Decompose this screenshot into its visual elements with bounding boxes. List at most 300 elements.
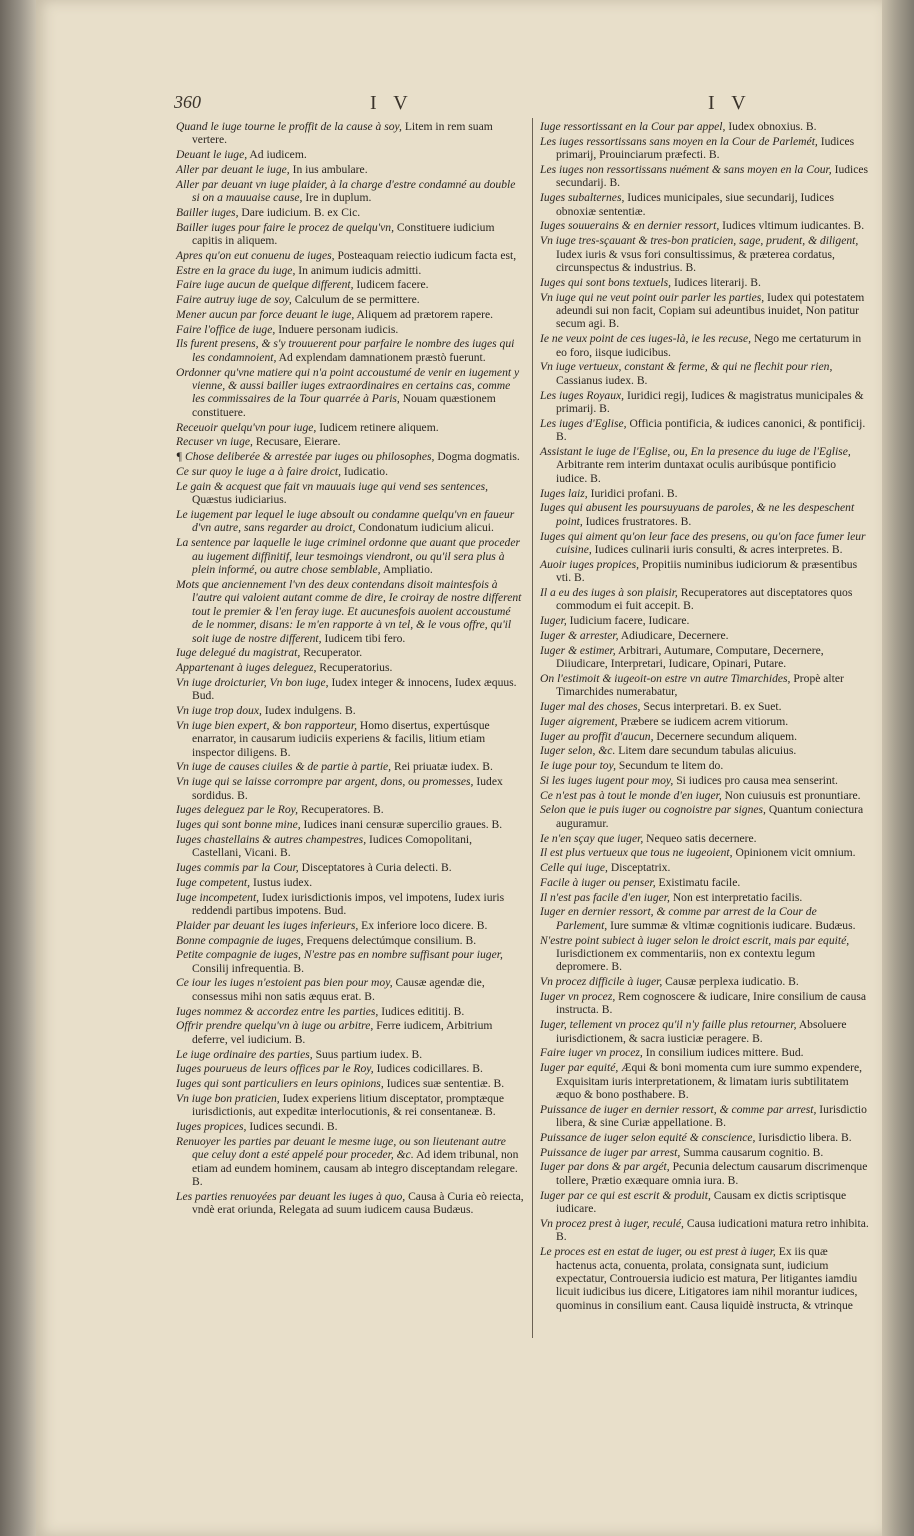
entry-french-phrase: Plaider par deuant les iuges inferieurs, xyxy=(176,918,359,932)
entry-french-phrase: Iuge competent, xyxy=(176,875,251,889)
entry-latin-translation: Rei priuatæ iudex. B. xyxy=(394,760,493,774)
dictionary-entry xyxy=(540,803,870,830)
dictionary-entry xyxy=(540,629,870,642)
dictionary-entry xyxy=(176,206,524,219)
dictionary-entry xyxy=(540,990,870,1017)
dictionary-entry xyxy=(540,276,870,289)
dictionary-entry xyxy=(540,191,870,218)
dictionary-entry xyxy=(540,789,870,802)
dictionary-entry xyxy=(176,1120,524,1133)
entry-latin-translation: In ius ambulare. xyxy=(292,162,368,176)
entry-latin-translation: Iudex sordidus. B. xyxy=(192,775,503,802)
entry-french-phrase: Iuges qui sont bonne mine, xyxy=(176,818,301,832)
entry-french-phrase: Iuges pourueus de leurs offices par le Roy, xyxy=(176,1062,374,1076)
entry-french-phrase: Deuant le iuge, xyxy=(176,148,248,162)
entry-latin-translation: Condonatum iudicium alicui. xyxy=(358,521,494,535)
entry-french-phrase: Iuger aigrement, xyxy=(540,714,618,728)
dictionary-entry xyxy=(540,487,870,500)
dictionary-entry xyxy=(540,614,870,627)
entry-french-phrase: Iuger mal des choses, xyxy=(540,700,641,714)
entry-latin-translation: Disceptatores à Curia delecti. B. xyxy=(301,861,452,875)
dictionary-entry xyxy=(176,891,524,918)
entry-latin-translation: Iudices Comopolitani, Castellani, Vicani. B. xyxy=(192,832,473,860)
entry-french-phrase: Vn iuge trop doux, xyxy=(176,704,262,717)
entry-french-phrase: Iuge delegué du magistrat, xyxy=(176,646,301,660)
entry-latin-translation: Iudicem facere. xyxy=(356,278,429,292)
entry-latin-translation: Nouam quæstionem constituere. xyxy=(192,392,496,419)
entry-french-phrase: Puissance de iuger selon equité & conscience, xyxy=(540,1130,756,1144)
entry-latin-translation: In animum iudicis admitti. xyxy=(298,263,422,277)
page-header xyxy=(174,92,874,118)
entry-french-phrase: Il est plus vertueux que tous ne iugeoient, xyxy=(540,846,733,860)
dictionary-entry xyxy=(540,1189,870,1216)
entry-french-phrase: Iuger vn procez, xyxy=(540,989,616,1003)
entry-latin-translation: Iudices municipales, siue secundarij, Iudices obnoxiæ sententiæ. xyxy=(556,191,834,218)
entry-french-phrase: Le iuge ordinaire des parties, xyxy=(176,1047,313,1061)
entry-latin-translation: Iudicatio. xyxy=(343,464,388,478)
dictionary-entry xyxy=(176,1077,524,1090)
entry-latin-translation: Si iudices pro causa mea senserint. xyxy=(676,773,838,787)
entry-french-phrase: Petite compagnie de iuges, N'estre pas en nombre suffisant pour iuger, xyxy=(176,948,503,962)
dictionary-entry xyxy=(540,219,870,232)
dictionary-entry xyxy=(176,120,524,147)
dictionary-entry xyxy=(540,389,870,416)
entry-latin-translation: Absoluere iurisdictionem, & sacra iusticiæ peragere. B. xyxy=(556,1018,847,1045)
entry-latin-translation: Cassianus iudex. B. xyxy=(556,373,648,387)
entry-french-phrase: Iuges qui abusent les poursuyuans de paroles, & ne les despeschent point, xyxy=(540,501,855,528)
dictionary-entry xyxy=(540,1146,870,1159)
entry-latin-translation: Recuperatores. B. xyxy=(300,803,384,817)
entry-latin-translation: Iudicem tibi fero. xyxy=(324,631,406,645)
entry-french-phrase: Les parties renuoyées par deuant les iuges à quo, xyxy=(176,1189,406,1203)
entry-latin-translation: Recuperatorius. xyxy=(319,661,393,675)
dictionary-entry xyxy=(540,832,870,845)
entry-french-phrase: Iuges laiz, xyxy=(540,486,588,500)
entry-french-phrase: Le gain & acquest que fait vn mauuais iuge qui vend ses sentences, xyxy=(176,479,489,493)
entry-french-phrase: Iuges qui sont bons textuels, xyxy=(540,275,672,289)
dictionary-entry xyxy=(176,719,524,759)
dictionary-entry xyxy=(176,1005,524,1018)
entry-french-phrase: Vn iuge qui se laisse corrompre par argent, dons, ou promesses, xyxy=(176,775,474,789)
entry-french-phrase: Auoir iuges propices, xyxy=(540,557,640,571)
entry-french-phrase: Vn iuge tres-sçauant & tres-bon praticien, sage, prudent, & diligent, xyxy=(540,234,859,248)
entry-french-phrase: Bonne compagnie de iuges, xyxy=(176,933,304,947)
entry-french-phrase: Quand le iuge tourne le proffit de la cause à soy, xyxy=(176,120,402,133)
entry-latin-translation: Causæ agendæ die, consessus mihi non satis æquus erat. B. xyxy=(192,976,485,1003)
entry-french-phrase: Iuger par ce qui est escrit & produit, xyxy=(540,1188,711,1202)
entry-french-phrase: Il n'est pas facile d'en iuger, xyxy=(540,890,670,904)
entry-latin-translation: Propè alter Timarchides numerabatur, xyxy=(556,671,844,699)
entry-french-phrase: Iuger, xyxy=(540,614,567,628)
dictionary-entry xyxy=(540,759,870,772)
entry-french-phrase: Les iuges ressortissans sans moyen en la Cour de Parlemét, xyxy=(540,134,818,148)
dictionary-entry xyxy=(540,846,870,859)
dictionary-entry xyxy=(540,891,870,904)
entry-french-phrase: N'estre point subiect à iuger selon le droict escrit, mais par equité, xyxy=(540,933,850,947)
entry-french-phrase: Renuoyer les parties par deuant le mesme iuge, ou son lieutenant autre que celuy dont a esté appelé pour proceder, &c. xyxy=(176,1134,506,1162)
entry-latin-translation: Iudicium facere, Iudicare. xyxy=(569,614,690,628)
entry-latin-translation: Ex inferiore loco dicere. B. xyxy=(361,918,488,932)
dictionary-entry xyxy=(176,876,524,889)
entry-french-phrase: Bailler iuges pour faire le procez de quelqu'vn, xyxy=(176,220,394,234)
entry-french-phrase: Iuges subalternes, xyxy=(540,191,625,205)
dictionary-entry xyxy=(176,337,524,364)
entry-latin-translation: Iudices edititij. B. xyxy=(381,1004,465,1018)
entry-french-phrase: Les iuges Royaux, xyxy=(540,388,625,402)
entry-french-phrase: Vn procez prest à iuger, reculé, xyxy=(540,1216,684,1230)
dictionary-entry xyxy=(540,905,870,932)
entry-latin-translation: Iure summæ & vltimæ cognitionis iudicare. Budæus. xyxy=(610,918,856,932)
entry-french-phrase: Les iuges d'Eglise, xyxy=(540,416,627,430)
entry-latin-translation: Dare iudicium. B. ex Cic. xyxy=(241,205,361,219)
entry-latin-translation: Aliquem ad prætorem rapere. xyxy=(356,307,494,321)
entry-french-phrase: Ils furent presens, & s'y trouuerent pour parfaire le nombre des iuges qui les condamnoient, xyxy=(176,337,515,364)
entry-latin-translation: Consilij infrequentia. B. xyxy=(192,961,305,975)
dictionary-entry xyxy=(176,661,524,674)
entry-latin-translation: Iudices frustratores. B. xyxy=(585,514,692,528)
entry-latin-translation: Iurisdictionem ex commentariis, non ex contextu legum depromere. B. xyxy=(556,946,816,974)
entry-latin-translation: Recuperator. xyxy=(303,646,363,660)
entry-french-phrase: Les iuges non ressortissans nuément & sans moyen en la Cour, xyxy=(540,162,832,176)
entry-french-phrase: Iuges qui aiment qu'on leur face des presens, ou qu'on face fumer leur cuisine, xyxy=(540,529,866,557)
entry-latin-translation: Secundum te litem do. xyxy=(618,759,724,773)
dictionary-entry xyxy=(540,934,870,974)
entry-latin-translation: Homo disertus, expertúsque enarrator, in causarum iudiciis experiens & facilis, litium etiam inspector diligens. B. xyxy=(192,718,490,759)
dictionary-entry xyxy=(176,919,524,932)
page-number: 360 xyxy=(174,92,201,112)
entry-latin-translation: Ad iudicem. xyxy=(249,148,307,162)
entry-french-phrase: Iuger, tellement vn procez qu'il n'y faille plus retourner, xyxy=(540,1018,797,1032)
entry-latin-translation: Æqui & boni momenta cum iure summo expendere, Exquisitam iuris interpretationem, & limatam iuris subtilitatem æquo & bono posthabere. B. xyxy=(556,1061,862,1101)
entry-latin-translation: Existimatu facile. xyxy=(658,875,741,889)
entry-latin-translation: Arbitrari, Autumare, Computare, Decernere, Diiudicare, Interpretari, Iudicare, Opinari, Putare. xyxy=(556,643,824,671)
entry-latin-translation: Officia pontificia, & iudices canonici, & pontificij. B. xyxy=(556,416,866,444)
right-column xyxy=(540,120,870,1314)
dictionary-entry xyxy=(176,1062,524,1075)
dictionary-entry xyxy=(540,876,870,889)
entry-french-phrase: Iuges qui sont particuliers en leurs opinions, xyxy=(176,1077,384,1091)
dictionary-entry xyxy=(540,501,870,528)
entry-french-phrase: Si les iuges iugent pour moy, xyxy=(540,773,674,787)
page-edge xyxy=(882,0,914,1536)
entry-latin-translation: Iudices culinarii iuris consulti, & acres interpretes. B. xyxy=(594,543,843,557)
entry-french-phrase: Iuges chastellains & autres champestres, xyxy=(176,832,367,846)
entry-french-phrase: Puissance de iuger par arrest, xyxy=(540,1145,681,1159)
entry-latin-translation: Iustus iudex. xyxy=(252,875,313,889)
entry-latin-translation: Quantum coniectura auguramur. xyxy=(556,803,864,830)
dictionary-entry xyxy=(176,948,524,975)
dictionary-entry xyxy=(540,417,870,444)
dictionary-entry xyxy=(176,293,524,306)
dictionary-entry xyxy=(540,744,870,757)
entry-latin-translation: Iudex iuris & vsus fori consultissimus, & præterea cordatus, circunspectus & industrius. B. xyxy=(556,247,835,275)
entry-french-phrase: Faire autruy iuge de soy, xyxy=(176,293,292,307)
dictionary-entry xyxy=(176,976,524,1003)
dictionary-entry xyxy=(176,249,524,262)
entry-latin-translation: Iudices secundi. B. xyxy=(249,1120,338,1134)
entry-latin-translation: Recuperatores aut disceptatores quos commodum ei fuit accepit. B. xyxy=(556,586,853,613)
dictionary-entry xyxy=(176,366,524,420)
entry-french-phrase: Iuge incompetent, xyxy=(176,890,260,904)
entry-latin-translation: Dogma dogmatis. xyxy=(437,450,520,464)
dictionary-entry xyxy=(540,530,870,557)
entry-latin-translation: Litem dare secundum tabulas alicuius. xyxy=(618,744,797,758)
entry-latin-translation: Suus partium iudex. B. xyxy=(315,1047,423,1061)
dictionary-entry xyxy=(176,148,524,161)
entry-french-phrase: Vn iuge bon praticien, xyxy=(176,1091,280,1105)
entry-latin-translation: Opinionem vicit omnium. xyxy=(735,846,856,860)
entry-latin-translation: Non cuiusuis est pronuntiare. xyxy=(724,788,861,802)
entry-french-phrase: Mots que anciennement l'vn des deux contendans disoit maintesfois à l'autre qui valoient autant comme de dire, Ie croiray de nostre different tout le premier & l'en feray iuge. Et aucunesfois auoient accoustumé de le nommer, disans: Ie m'en rapporte à vn tel, & le vous offre, qu'il soit iuge de nostre different, xyxy=(176,577,522,645)
entry-latin-translation: Iudex experiens litium disceptator, promptæque iurisdictionis, aut expeditæ interlocutionis, & rei consentaneæ. B. xyxy=(192,1091,504,1119)
dictionary-entry xyxy=(176,178,524,205)
entry-latin-translation: Iurisdictio libera. B. xyxy=(758,1130,852,1144)
dictionary-entry xyxy=(540,715,870,728)
entry-latin-translation: Causa iudicationi matura retro inhibita. B. xyxy=(556,1216,869,1244)
entry-french-phrase: Iuger & arrester, xyxy=(540,628,619,642)
entry-french-phrase: Le proces est en estat de iuger, ou est prest à iuger, xyxy=(540,1245,776,1259)
entry-latin-translation: Iudices inani censuræ supercilio graues. B. xyxy=(303,818,503,832)
entry-latin-translation: Nego me certaturum in eo foro, iisque iudicibus. xyxy=(556,332,862,359)
entry-french-phrase: Le iugement par lequel le iuge absoult ou condamne quelqu'vn en faueur d'vn autre, sans regarder au droict, xyxy=(176,507,515,535)
entry-latin-translation: Iudices secundarij. B. xyxy=(556,162,869,190)
entry-french-phrase: Ce iour les iuges n'estoient pas bien pour moy, xyxy=(176,976,393,990)
entry-latin-translation: Ire in duplum. xyxy=(305,191,372,205)
entry-latin-translation: Constituere iudicium capitis in aliquem. xyxy=(192,220,495,248)
entry-latin-translation: In consilium iudices mittere. Bud. xyxy=(645,1046,804,1060)
dictionary-entry xyxy=(540,730,870,743)
entry-latin-translation: Decernere secundum aliquem. xyxy=(656,729,798,743)
dictionary-entry xyxy=(176,578,524,645)
entry-latin-translation: Ad idem tribunal, non etiam ad eundem hominem, causam ab integro disceptandam relegare. B. xyxy=(192,1148,519,1189)
entry-latin-translation: Iurisdictio libera, & sine Curiæ appellatione. B. xyxy=(556,1102,867,1130)
dictionary-entry xyxy=(540,774,870,787)
dictionary-entry xyxy=(176,646,524,659)
entry-french-phrase: Apres qu'on eut conuenu de iuges, xyxy=(176,248,335,262)
entry-french-phrase: Receuoir quelqu'vn pour iuge, xyxy=(176,420,317,434)
entry-latin-translation: Secus interpretari. B. ex Suet. xyxy=(643,700,782,714)
entry-french-phrase: Faire iuge aucun de quelque different, xyxy=(176,278,354,292)
entry-latin-translation: Rem cognoscere & iudicare, Inire consilium de causa instructa. B. xyxy=(556,989,867,1017)
dictionary-entry xyxy=(540,1217,870,1244)
running-head-right: I V xyxy=(708,92,752,114)
entry-french-phrase: Iuge ressortissant en la Cour par appel, xyxy=(540,120,726,133)
dictionary-entry xyxy=(540,360,870,387)
entry-latin-translation: Nequeo satis decernere. xyxy=(646,831,757,845)
entry-french-phrase: Vn procez difficile à iuger, xyxy=(540,975,663,989)
dictionary-entry xyxy=(176,450,524,463)
dictionary-entry xyxy=(540,1046,870,1059)
entry-french-phrase: Offrir prendre quelqu'vn à iuge ou arbitre, xyxy=(176,1019,374,1033)
entry-latin-translation: Causam ex dictis scriptisque iudicare. xyxy=(556,1188,847,1216)
dictionary-entry xyxy=(176,775,524,802)
entry-french-phrase: Iuges nommez & accordez entre les parties, xyxy=(176,1004,379,1018)
entry-latin-translation: Iudex obnoxius. B. xyxy=(728,120,817,133)
entry-french-phrase: Iuger par equité, xyxy=(540,1061,619,1075)
entry-french-phrase: Bailler iuges, xyxy=(176,205,239,219)
entry-french-phrase: Puissance de iuger en dernier ressort, & comme par arrest, xyxy=(540,1102,817,1116)
dictionary-entry xyxy=(540,163,870,190)
dictionary-entry xyxy=(176,1048,524,1061)
dictionary-entry xyxy=(176,308,524,321)
entry-latin-translation: Iuridici profani. B. xyxy=(590,486,678,500)
entry-latin-translation: Iudices suæ sententiæ. B. xyxy=(386,1077,505,1091)
entry-latin-translation: Ferre iudicem, Arbitrium deferre, vel iudicium. B. xyxy=(192,1019,493,1046)
entry-french-phrase: Recuser vn iuge, xyxy=(176,435,253,449)
entry-french-phrase: Celle qui iuge, xyxy=(540,861,608,875)
entry-french-phrase: Ce sur quoy le iuge a à faire droict, xyxy=(176,464,341,478)
dictionary-entry xyxy=(540,135,870,162)
entry-latin-translation: Iudices codicillares. B. xyxy=(376,1062,483,1076)
entry-latin-translation: Arbitrante rem interim duntaxat oculis auribúsque pontificio iudice. B. xyxy=(556,458,837,485)
entry-french-phrase: Iuger & estimer, xyxy=(540,643,616,657)
dictionary-entry xyxy=(540,700,870,713)
dictionary-entry xyxy=(176,1190,524,1217)
entry-latin-translation: Frequens delectúmque consilium. B. xyxy=(306,933,477,947)
entry-latin-translation: Pecunia delectum causarum discrimenque tollere, Prætio exæquare omnia iura. B. xyxy=(556,1160,868,1187)
dictionary-entry xyxy=(176,760,524,773)
entry-french-phrase: Iuger en dernier ressort, & comme par arrest de la Cour de Parlement, xyxy=(540,905,817,932)
entry-french-phrase: Vn iuge qui ne veut point ouir parler les parties, xyxy=(540,290,765,304)
entry-latin-translation: Induere personam iudicis. xyxy=(278,322,399,336)
entry-latin-translation: Litem in rem suam vertere. xyxy=(192,120,493,147)
entry-french-phrase: Assistant le iuge de l'Eglise, ou, En la presence du iuge de l'Eglise, xyxy=(540,444,851,458)
dictionary-entry xyxy=(176,676,524,703)
dictionary-entry xyxy=(540,1103,870,1130)
dictionary-entry xyxy=(540,120,870,133)
entry-latin-translation: Ad explendam damnationem præstò fuerunt. xyxy=(278,350,486,364)
dictionary-entry xyxy=(176,704,524,717)
entry-french-phrase: Selon que ie puis iuger ou cognoistre par signes, xyxy=(540,803,766,817)
dictionary-entry xyxy=(176,421,524,434)
entry-french-phrase: Il a eu des iuges à son plaisir, xyxy=(540,586,678,599)
dictionary-entry xyxy=(176,1135,524,1189)
entry-french-phrase: Aller par deuant vn iuge plaider, à la charge d'estre condamné au double si on a mauuaise cause, xyxy=(176,177,516,205)
entry-latin-translation: Iudex indulgens. B. xyxy=(264,704,356,717)
dictionary-entry xyxy=(176,163,524,176)
entry-latin-translation: Propitiis numinibus iudiciorum & præsentibus vti. B. xyxy=(556,557,858,585)
running-head-left: I V xyxy=(370,92,414,114)
dictionary-entry xyxy=(176,861,524,874)
dictionary-entry xyxy=(176,264,524,277)
dictionary-entry xyxy=(540,644,870,671)
entry-french-phrase: Appartenant à iuges deleguez, xyxy=(176,661,317,675)
entry-french-phrase: Aller par deuant le iuge, xyxy=(176,162,290,176)
entry-french-phrase: Iuges commis par la Cour, xyxy=(176,861,299,875)
entry-french-phrase: La sentence par laquelle le iuge criminel ordonne que auant que proceder au iugement diffinitif, leur tesmoings viendront, ou qu'il sera plus à plein informé, ou autre chose semblable, xyxy=(176,536,520,576)
entry-latin-translation: Iudices literarij. B. xyxy=(673,275,761,289)
dictionary-entry xyxy=(176,803,524,816)
entry-french-phrase: Vn iuge vertueux, constant & ferme, & qui ne flechit pour rien, xyxy=(540,360,833,374)
dictionary-entry xyxy=(176,508,524,535)
entry-french-phrase: Faire l'office de iuge, xyxy=(176,322,276,336)
dictionary-entry xyxy=(540,1245,870,1312)
entry-latin-translation: Quæstus iudiciarius. xyxy=(192,493,287,507)
entry-french-phrase: Vn iuge bien expert, & bon rapporteur, xyxy=(176,718,357,732)
dictionary-entry xyxy=(540,1131,870,1144)
entry-french-phrase: On l'estimoit & iugeoit-on estre vn autre Timarchides, xyxy=(540,671,791,685)
entry-latin-translation: Iuridici regij, Iudices & magistratus municipales & primarij. B. xyxy=(556,388,864,416)
dictionary-entry xyxy=(176,1019,524,1046)
entry-french-phrase: Ie ne veux point de ces iuges-là, ie les recuse, xyxy=(540,332,752,346)
entry-french-phrase: Iuger au proffit d'aucun, xyxy=(540,729,654,743)
dictionary-entry xyxy=(176,934,524,947)
entry-french-phrase: ¶ Chose deliberée & arrestée par iuges ou philosophes, xyxy=(176,450,435,464)
entry-french-phrase: Ordonner qu'vne matiere qui n'a point accoustumé de venir en iugement y vienne, & aussi bailler iuges extraordinaires en certains cas, comme les commissaires de la Tour quarrée à Paris, xyxy=(176,365,520,406)
entry-french-phrase: Iuges propices, xyxy=(176,1120,247,1134)
entry-latin-translation: Adiudicare, Decernere. xyxy=(620,628,729,642)
entry-latin-translation: Causæ perplexa iudicatio. B. xyxy=(665,975,799,989)
entry-latin-translation: Ampliatio. xyxy=(382,562,433,576)
dictionary-entry xyxy=(540,1061,870,1101)
dictionary-entry xyxy=(540,586,870,613)
left-column xyxy=(176,120,524,1218)
entry-latin-translation: Iudex iurisdictionis impos, vel impotens, Iudex iuris reddendi partibus impotens. Bud. xyxy=(192,890,505,918)
dictionary-entry xyxy=(540,291,870,331)
column-divider xyxy=(532,118,533,1338)
entry-latin-translation: Iudices vltimum iudicantes. B. xyxy=(722,219,865,233)
entry-latin-translation: Iudex qui potestatem adeundi sui non facit, Copiam sui adeuntibus inuidet, Non patitur secum agi. B. xyxy=(556,290,865,331)
entry-latin-translation: Iudicem retinere aliquem. xyxy=(319,420,439,434)
entry-french-phrase: Vn iuge droicturier, Vn bon iuge, xyxy=(176,675,329,689)
entry-latin-translation: Iudices primarij, Prouinciarum præfecti. B. xyxy=(556,134,855,162)
entry-latin-translation: Summa causarum cognitio. B. xyxy=(683,1145,824,1159)
dictionary-entry xyxy=(540,861,870,874)
entry-french-phrase: Iuges deleguez par le Roy, xyxy=(176,803,299,817)
entry-latin-translation: Recusare, Eierare. xyxy=(255,435,341,449)
dictionary-entry xyxy=(540,332,870,359)
entry-latin-translation: Calculum de se permittere. xyxy=(294,293,420,307)
dictionary-entry xyxy=(176,818,524,831)
entry-latin-translation: Iudex integer & innocens, Iudex æquus. Bud. xyxy=(192,675,517,703)
dictionary-entry xyxy=(540,234,870,274)
entry-french-phrase: Iuger selon, &c. xyxy=(540,744,616,758)
entry-latin-translation: Non est interpretatio facilis. xyxy=(672,890,803,904)
entry-french-phrase: Faire iuger vn procez, xyxy=(540,1046,643,1060)
entry-latin-translation: Præbere se iudicem acrem vitiorum. xyxy=(620,714,789,728)
dictionary-entry xyxy=(176,1092,524,1119)
dictionary-entry xyxy=(540,1160,870,1187)
dictionary-entry xyxy=(176,221,524,248)
entry-french-phrase: Ce n'est pas à tout le monde d'en iuger, xyxy=(540,788,722,802)
entry-french-phrase: Vn iuge de causes ciuiles & de partie à partie, xyxy=(176,760,392,774)
entry-latin-translation: Posteaquam reiectio iudicum facta est, xyxy=(337,248,517,262)
dictionary-entry xyxy=(540,1018,870,1045)
entry-french-phrase: Facile à iuger ou penser, xyxy=(540,875,656,889)
entry-latin-translation: Causa à Curia eò reiecta, vndè erat oriunda, Relegata ad suum iudicem causa Budæus. xyxy=(192,1189,524,1217)
dictionary-entry xyxy=(540,558,870,585)
entry-french-phrase: Iuger par dons & par argét, xyxy=(540,1160,670,1174)
dictionary-entry xyxy=(540,975,870,988)
dictionary-entry xyxy=(176,323,524,336)
entry-french-phrase: Estre en la grace du iuge, xyxy=(176,263,296,277)
dictionary-entry xyxy=(176,465,524,478)
dictionary-entry xyxy=(540,445,870,485)
dictionary-entry xyxy=(176,480,524,507)
dictionary-entry xyxy=(176,536,524,576)
entry-french-phrase: Ie n'en sçay que iuger, xyxy=(540,831,644,845)
dictionary-entry xyxy=(540,672,870,699)
entry-french-phrase: Ie iuge pour toy, xyxy=(540,759,616,773)
dictionary-entry xyxy=(176,833,524,860)
entry-latin-translation: Ex iis quæ hactenus acta, conuenta, prolata, consignata sunt, iudicium expectatur, Controuersia iudicio est matura, Per litigantes iamdiu licuit iudicibus ius dicere, Litigatores iam nihil morantur iudices, quominus in consilium eant. Causa liquidè instructa, & vtrinque xyxy=(556,1245,858,1312)
entry-french-phrase: Iuges souuerains & en dernier ressort, xyxy=(540,219,720,233)
book-binding-gutter xyxy=(0,0,38,1536)
dictionary-entry xyxy=(176,278,524,291)
entry-latin-translation: Disceptatrix. xyxy=(610,861,671,875)
entry-french-phrase: Mener aucun par force deuant le iuge, xyxy=(176,307,355,321)
dictionary-entry xyxy=(176,435,524,448)
